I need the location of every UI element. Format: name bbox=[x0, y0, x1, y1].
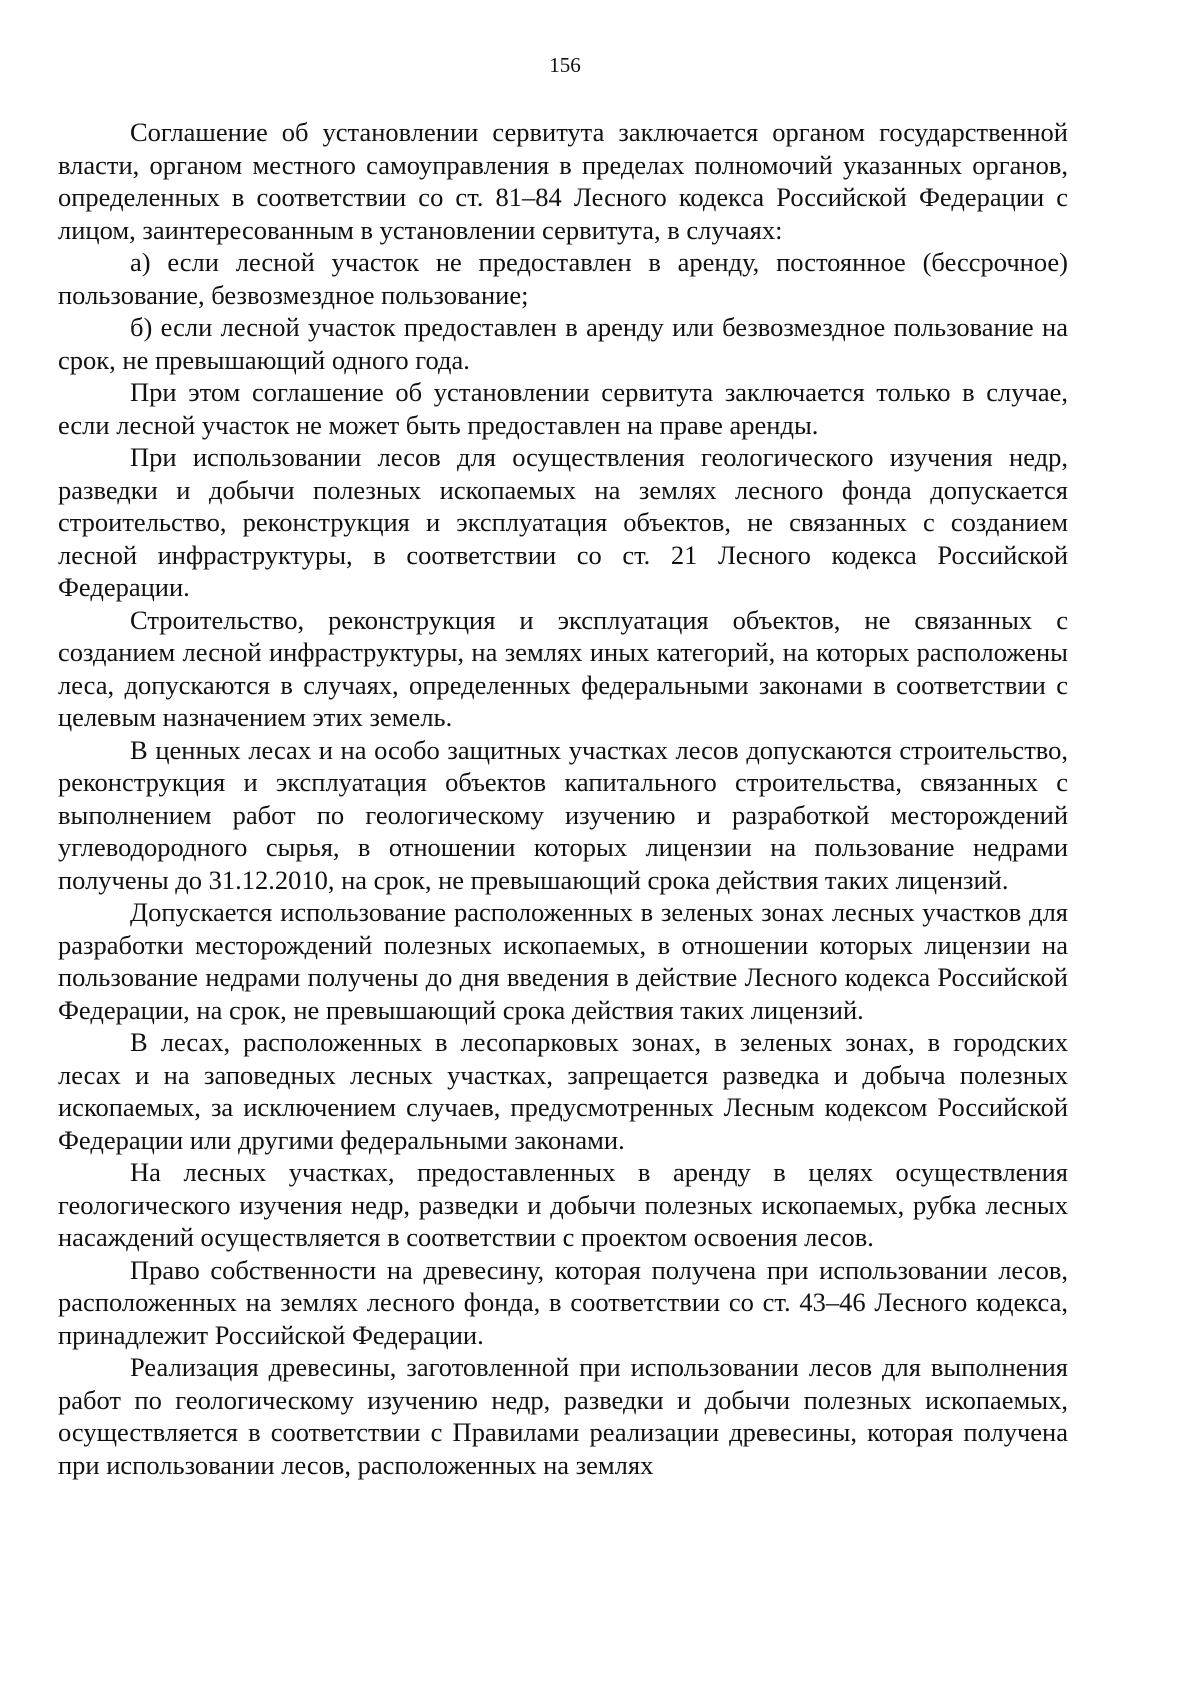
paragraph: Допускается использование расположенных в зеленых зонах лесных участков для разработки месторождений полезных ископаемых, в отношении которых лицензии на пользование недрами получены до дня введения в действие Лесного кодекса Российской Федерации, на срок, не превышающий срока действия таких лицензий. bbox=[58, 897, 1068, 1025]
paragraph: а) если лесной участок не предоставлен в аренду, постоянное (бессрочное) пользование, безвозмездное пользование; bbox=[58, 247, 1068, 310]
paragraph: В ценных лесах и на особо защитных участках лесов допускаются строительство, реконструкция и эксплуатация объектов капитального строительства, связанных с выполнением работ по геологическому изучению и разработкой месторождений углеводородного сырья, в отношении которых лицензии на пользование недрами получены до 31.12.2010, на срок, не превышающий срока действия таких лицензий. bbox=[58, 734, 1068, 895]
paragraph: В лесах, расположенных в лесопарковых зонах, в зеленых зонах, в городских лесах и на заповедных лесных участках, запрещается разведка и добыча полезных ископаемых, за исключением случаев, предусмотренных Лесным кодексом Российской Федерации или другими федеральными законами. bbox=[58, 1027, 1068, 1155]
paragraph: Строительство, реконструкция и эксплуатация объектов, не связанных с созданием лесной инфраструктуры, на землях иных категорий, на которых расположены леса, допускаются в случаях, определенных федеральными законами в соответствии с целевым назначением этих земель. bbox=[58, 604, 1068, 732]
paragraph: При этом соглашение об установлении сервитута заключается только в случае, если лесной участок не может быть предоставлен на праве аренды. bbox=[58, 377, 1068, 440]
page-number: 156 bbox=[549, 53, 581, 77]
paragraph: Реализация древесины, заготовленной при использовании лесов для выполнения работ по геологическому изучению недр, разведки и добычи полезных ископаемых, осуществляется в соответствии с Правилами реализации древесины, которая получена при использовании лесов, расположенных на землях bbox=[58, 1352, 1068, 1480]
document-body bbox=[58, 116, 1068, 1481]
paragraph: Право собственности на древесину, которая получена при использовании лесов, расположенных на землях лесного фонда, в соответствии со ст. 43–46 Лесного кодекса, принадлежит Российской Федерации. bbox=[58, 1254, 1068, 1350]
paragraph: Соглашение об установлении сервитута заключается органом государственной власти, органом местного самоуправления в пределах полномочий указанных органов, определенных в соответствии со ст. 81–84 Лесного кодекса Российской Федерации с лицом, заинтересованным в установлении сервитута, в случаях: bbox=[58, 117, 1068, 245]
paragraph: На лесных участках, предоставленных в аренду в целях осуществления геологического изучения недр, разведки и добычи полезных ископаемых, рубка лесных насаждений осуществляется в соответствии с проектом освоения лесов. bbox=[58, 1157, 1068, 1252]
paragraph: При использовании лесов для осуществления геологического изучения недр, разведки и добычи полезных ископаемых на землях лесного фонда допускается строительство, реконструкция и эксплуатация объектов, не связанных с созданием лесной инфраструктуры, в соответствии со ст. 21 Лесного кодекса Российской Федерации. bbox=[58, 442, 1068, 602]
paragraph: б) если лесной участок предоставлен в аренду или безвозмездное пользование на срок, не превышающий одного года. bbox=[58, 312, 1068, 375]
